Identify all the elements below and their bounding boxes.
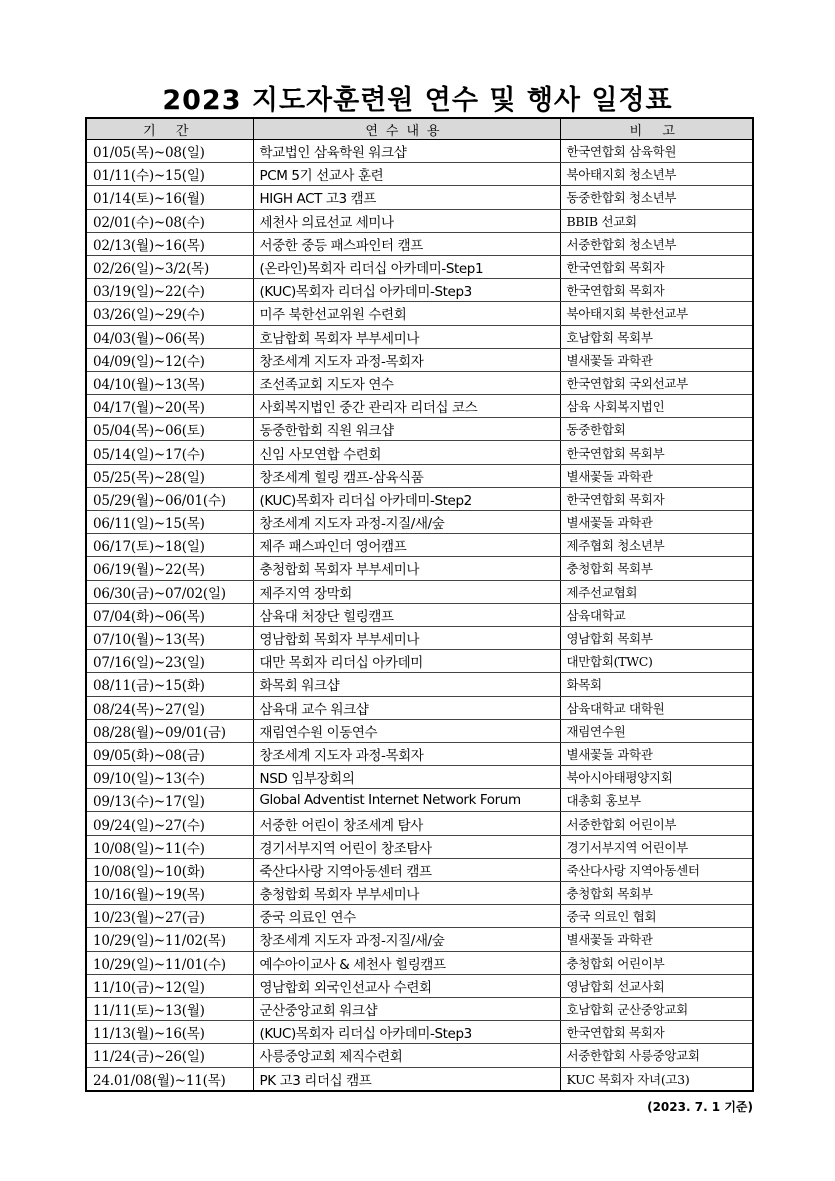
cell-note: 재림연수원 — [560, 719, 753, 742]
cell-content: 중국 의료인 연수 — [253, 905, 560, 928]
cell-period: 06/11(일)~15(목) — [86, 511, 253, 534]
cell-period: 09/10(일)~13(수) — [86, 766, 253, 789]
cell-period: 11/10(금)~12(일) — [86, 974, 253, 997]
cell-note: 영남합회 목회부 — [560, 626, 753, 649]
table-row — [86, 534, 753, 557]
table-row — [86, 348, 753, 371]
cell-content: PK 고3 리더십 캠프 — [253, 1067, 560, 1091]
cell-content: 동중한합회 직원 워크샵 — [253, 418, 560, 441]
cell-note: 삼육 사회복지법인 — [560, 395, 753, 418]
cell-period: 11/13(월)~16(목) — [86, 1021, 253, 1044]
table-row — [86, 1021, 753, 1044]
cell-note: 서중한합회 청소년부 — [560, 232, 753, 255]
cell-period: 10/16(월)~19(목) — [86, 882, 253, 905]
cell-content: 창조세계 지도자 과정-지질/새/숲 — [253, 928, 560, 951]
cell-content: 충청합회 목회자 부부세미나 — [253, 882, 560, 905]
table-row — [86, 140, 753, 163]
cell-content: 죽산다사랑 지역아동센터 캠프 — [253, 858, 560, 881]
cell-period: 24.01/08(월)~11(목) — [86, 1067, 253, 1091]
cell-period: 05/25(목)~28(일) — [86, 464, 253, 487]
cell-content: (KUC)목회자 리더십 아카데미-Step2 — [253, 487, 560, 510]
cell-period: 10/08(일)~11(수) — [86, 835, 253, 858]
cell-note: 북아태지회 북한선교부 — [560, 302, 753, 325]
cell-content: 창조세계 지도자 과정-지질/새/숲 — [253, 511, 560, 534]
table-row — [86, 232, 753, 255]
cell-content: (KUC)목회자 리더십 아카데미-Step3 — [253, 1021, 560, 1044]
cell-period: 07/16(일)~23(일) — [86, 650, 253, 673]
column-header-content: 연수내용 — [253, 118, 560, 140]
cell-content: 삼육대 처장단 힐링캠프 — [253, 603, 560, 626]
reference-date-note: (2023. 7. 1 기준) — [647, 1100, 753, 1114]
cell-note: 충청합회 목회부 — [560, 557, 753, 580]
cell-note: 한국연합회 국외선교부 — [560, 371, 753, 394]
cell-period: 09/13(수)~17(일) — [86, 789, 253, 812]
cell-content: HIGH ACT 고3 캠프 — [253, 186, 560, 209]
cell-content: 신임 사모연합 수련회 — [253, 441, 560, 464]
cell-note: KUC 목회자 자녀(고3) — [560, 1067, 753, 1091]
cell-note: 충청합회 어린이부 — [560, 951, 753, 974]
cell-note: 경기서부지역 어린이부 — [560, 835, 753, 858]
cell-content: 호남합회 목회자 부부세미나 — [253, 325, 560, 348]
cell-note: 대만합회(TWC) — [560, 650, 753, 673]
cell-note: 별새꽃돌 과학관 — [560, 464, 753, 487]
cell-period: 08/28(월)~09/01(금) — [86, 719, 253, 742]
cell-content: 미주 북한선교위원 수련회 — [253, 302, 560, 325]
cell-period: 06/30(금)~07/02(일) — [86, 580, 253, 603]
cell-content: 세천사 의료선교 세미나 — [253, 209, 560, 232]
cell-note: 동중한합회 — [560, 418, 753, 441]
cell-content: NSD 임부장회의 — [253, 766, 560, 789]
cell-note: 별새꽃돌 과학관 — [560, 928, 753, 951]
table-row — [86, 186, 753, 209]
cell-note: 화목회 — [560, 673, 753, 696]
cell-content: 창조세계 힐링 캠프-삼육식품 — [253, 464, 560, 487]
cell-note: 별새꽃돌 과학관 — [560, 742, 753, 765]
table-row — [86, 905, 753, 928]
cell-period: 02/13(월)~16(목) — [86, 232, 253, 255]
table-row — [86, 255, 753, 278]
table-row — [86, 812, 753, 835]
cell-content: 대만 목회자 리더십 아카데미 — [253, 650, 560, 673]
cell-note: 죽산다사랑 지역아동센터 — [560, 858, 753, 881]
cell-note: 삼육대학교 — [560, 603, 753, 626]
cell-note: 동중한합회 청소년부 — [560, 186, 753, 209]
table-row — [86, 603, 753, 626]
table-row — [86, 742, 753, 765]
table-row — [86, 580, 753, 603]
cell-period: 05/29(월)~06/01(수) — [86, 487, 253, 510]
cell-content: 예수아이교사 & 세천사 힐링캠프 — [253, 951, 560, 974]
table-row — [86, 418, 753, 441]
table-row — [86, 325, 753, 348]
cell-note: 한국연합회 삼육학원 — [560, 140, 753, 163]
cell-content: 서중한 중등 패스파인터 캠프 — [253, 232, 560, 255]
schedule-table — [85, 117, 754, 1092]
table-row — [86, 557, 753, 580]
cell-period: 06/17(토)~18(일) — [86, 534, 253, 557]
cell-content: 사회복지법인 중간 관리자 리더십 코스 — [253, 395, 560, 418]
cell-content: 경기서부지역 어린이 창조탐사 — [253, 835, 560, 858]
cell-note: 중국 의료인 협회 — [560, 905, 753, 928]
cell-note: 서중한합회 사릉중앙교회 — [560, 1044, 753, 1067]
cell-period: 06/19(월)~22(목) — [86, 557, 253, 580]
cell-content: Global Adventist Internet Network Forum — [253, 789, 560, 812]
table-row — [86, 766, 753, 789]
cell-content: 삼육대 교수 워크샵 — [253, 696, 560, 719]
cell-note: 북아태지회 청소년부 — [560, 163, 753, 186]
cell-content: 서중한 어린이 창조세계 탐사 — [253, 812, 560, 835]
table-row — [86, 209, 753, 232]
table-row — [86, 882, 753, 905]
cell-content: 사릉중앙교회 제직수련회 — [253, 1044, 560, 1067]
cell-note: 별새꽃돌 과학관 — [560, 511, 753, 534]
cell-content: 충청합회 목회자 부부세미나 — [253, 557, 560, 580]
table-row — [86, 1044, 753, 1067]
table-row — [86, 650, 753, 673]
cell-content: 조선족교회 지도자 연수 — [253, 371, 560, 394]
cell-note: 호남합회 목회부 — [560, 325, 753, 348]
table-row — [86, 626, 753, 649]
cell-note: 별새꽃돌 과학관 — [560, 348, 753, 371]
table-row — [86, 673, 753, 696]
table-row — [86, 163, 753, 186]
cell-note: 한국연합회 목회자 — [560, 487, 753, 510]
table-row — [86, 835, 753, 858]
cell-period: 10/29(일)~11/01(수) — [86, 951, 253, 974]
table-row — [86, 951, 753, 974]
cell-period: 03/19(일)~22(수) — [86, 279, 253, 302]
cell-note: 삼육대학교 대학원 — [560, 696, 753, 719]
table-row — [86, 371, 753, 394]
cell-period: 03/26(일)~29(수) — [86, 302, 253, 325]
cell-period: 04/09(일)~12(수) — [86, 348, 253, 371]
cell-period: 04/10(월)~13(목) — [86, 371, 253, 394]
table-row — [86, 858, 753, 881]
table-row — [86, 302, 753, 325]
cell-period: 07/10(월)~13(목) — [86, 626, 253, 649]
cell-period: 10/08(일)~10(화) — [86, 858, 253, 881]
cell-note: 호남합회 군산중앙교회 — [560, 997, 753, 1020]
cell-note: 서중한합회 어린이부 — [560, 812, 753, 835]
cell-content: 화목회 워크샵 — [253, 673, 560, 696]
cell-period: 04/03(월)~06(목) — [86, 325, 253, 348]
cell-content: PCM 5기 선교사 훈련 — [253, 163, 560, 186]
table-header-row — [86, 118, 753, 140]
cell-note: 한국연합회 목회부 — [560, 441, 753, 464]
cell-note: 한국연합회 목회자 — [560, 255, 753, 278]
cell-content: 영남합회 목회자 부부세미나 — [253, 626, 560, 649]
cell-note: 충청합회 목회부 — [560, 882, 753, 905]
cell-note: 한국연합회 목회자 — [560, 1021, 753, 1044]
table-row — [86, 997, 753, 1020]
cell-period: 10/23(월)~27(금) — [86, 905, 253, 928]
cell-content: 창조세계 지도자 과정-목회자 — [253, 742, 560, 765]
table-row — [86, 464, 753, 487]
cell-content: 학교법인 삼육학원 워크샵 — [253, 140, 560, 163]
table-row — [86, 487, 753, 510]
cell-period: 07/04(화)~06(목) — [86, 603, 253, 626]
cell-content: 제주지역 장막회 — [253, 580, 560, 603]
cell-period: 08/24(목)~27(일) — [86, 696, 253, 719]
cell-period: 01/11(수)~15(일) — [86, 163, 253, 186]
cell-period: 09/24(일)~27(수) — [86, 812, 253, 835]
table-row — [86, 395, 753, 418]
cell-content: 군산중앙교회 워크샵 — [253, 997, 560, 1020]
cell-period: 02/26(일)~3/2(목) — [86, 255, 253, 278]
cell-note: 대총회 홍보부 — [560, 789, 753, 812]
page-title: 2023 지도자훈련원 연수 및 행사 일정표 — [162, 85, 673, 116]
cell-note: 한국연합회 목회자 — [560, 279, 753, 302]
table-row — [86, 1067, 753, 1091]
cell-note: 북아시아태평양지회 — [560, 766, 753, 789]
table-row — [86, 974, 753, 997]
cell-period: 01/05(목)~08(일) — [86, 140, 253, 163]
table-body — [86, 140, 753, 1091]
table-row — [86, 928, 753, 951]
cell-period: 02/01(수)~08(수) — [86, 209, 253, 232]
cell-period: 11/24(금)~26(일) — [86, 1044, 253, 1067]
cell-content: (온라인)목회자 리더십 아카데미-Step1 — [253, 255, 560, 278]
cell-content: 제주 패스파인더 영어캠프 — [253, 534, 560, 557]
cell-note: BBIB 선교회 — [560, 209, 753, 232]
column-header-note: 비 고 — [560, 118, 753, 140]
cell-period: 09/05(화)~08(금) — [86, 742, 253, 765]
table-row — [86, 279, 753, 302]
table-row — [86, 441, 753, 464]
cell-content: 영남합회 외국인선교사 수련회 — [253, 974, 560, 997]
cell-content: (KUC)목회자 리더십 아카데미-Step3 — [253, 279, 560, 302]
cell-period: 08/11(금)~15(화) — [86, 673, 253, 696]
cell-content: 창조세계 지도자 과정-목회자 — [253, 348, 560, 371]
cell-content: 재림연수원 이동연수 — [253, 719, 560, 742]
cell-period: 05/14(일)~17(수) — [86, 441, 253, 464]
cell-period: 04/17(월)~20(목) — [86, 395, 253, 418]
table-row — [86, 719, 753, 742]
cell-period: 01/14(토)~16(월) — [86, 186, 253, 209]
cell-period: 05/04(목)~06(토) — [86, 418, 253, 441]
cell-period: 10/29(일)~11/02(목) — [86, 928, 253, 951]
cell-note: 제주선교협회 — [560, 580, 753, 603]
cell-note: 영남합회 선교사회 — [560, 974, 753, 997]
column-header-period: 기 간 — [86, 118, 253, 140]
cell-note: 제주협회 청소년부 — [560, 534, 753, 557]
table-row — [86, 696, 753, 719]
cell-period: 11/11(토)~13(월) — [86, 997, 253, 1020]
table-row — [86, 789, 753, 812]
table-row — [86, 511, 753, 534]
